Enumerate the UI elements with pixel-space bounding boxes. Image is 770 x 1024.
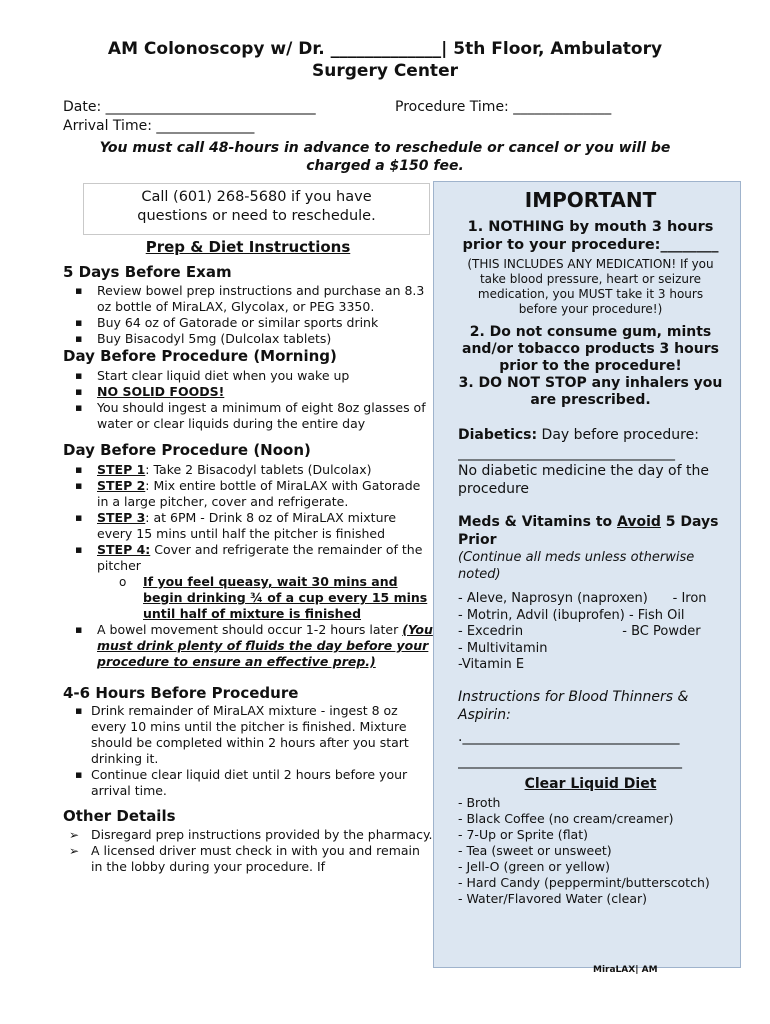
document-title [60, 38, 710, 82]
section-noon-list [63, 462, 433, 670]
diabetics-line [458, 426, 723, 444]
blood-thinners-instructions: Instructions for Blood Thinners & Aspirin: [458, 688, 689, 723]
meds-title-post: 5 Days Prior [458, 514, 719, 548]
list-item: - Hard Candy (peppermint/butterscotch) [458, 874, 710, 890]
other-details-list [63, 827, 433, 875]
list-item: - Aleve, Naprosyn (naproxen) - Iron [458, 591, 707, 606]
procedure-time-field: Procedure Time: ______________ [395, 99, 612, 115]
bowel-text: A bowel movement should occur 1-2 hours later [97, 622, 403, 637]
rule-3: 3. DO NOT STOP any inhalers you are prescribed. [458, 375, 723, 408]
list-subitem-queasy: o If you feel queasy, wait 30 mins and begin drinking ¾ of a cup every 15 mins until half of mixture is finished [63, 574, 433, 622]
list-item: ➢ Disregard prep instructions provided by the pharmacy. [63, 827, 433, 843]
left-column [63, 238, 433, 875]
thinners-blank-1: ._______________________________ [458, 728, 680, 745]
title-line-2: Surgery Center [312, 61, 458, 81]
step-4-label: STEP 4: [97, 542, 151, 557]
list-item: - Water/Flavored Water (clear) [458, 890, 647, 906]
rule-2: 2. Do not consume gum, mints and/or tobacco products 3 hours prior to the procedure! [462, 324, 719, 374]
diabetics-label: Diabetics: [458, 427, 538, 443]
list-item: - 7-Up or Sprite (flat) [458, 826, 588, 842]
diabetics-note: No diabetic medicine the day of the procedure [458, 463, 709, 497]
meds-title [458, 513, 723, 549]
list-item: ▪ Start clear liquid diet when you wake up [63, 368, 433, 384]
step-1-label: STEP 1 [97, 462, 146, 477]
step-4-text: Cover and refrigerate the remainder of the pitcher [97, 542, 423, 573]
list-item: - Tea (sweet or unsweet) [458, 842, 612, 858]
section-day-before-morning: Day Before Procedure (Morning) [63, 347, 337, 365]
section-day-before-noon: Day Before Procedure (Noon) [63, 441, 311, 459]
list-item: - Motrin, Advil (ibuprofen) - Fish Oil [458, 607, 685, 623]
meds-list [458, 591, 723, 674]
section-4-6-hours: 4-6 Hours Before Procedure [63, 684, 299, 702]
section-other-details: Other Details [63, 807, 176, 825]
important-panel [433, 181, 741, 968]
list-item: ➢ A licensed driver must check in with you and remain in the lobby during your procedure. If [63, 843, 433, 875]
list-item: -Vitamin E [458, 657, 525, 672]
list-item: - Black Coffee (no cream/creamer) [458, 810, 674, 826]
list-item-bowel [63, 622, 433, 670]
diabetics-text: Day before procedure: [537, 427, 699, 443]
list-item: ▪ You should ingest a minimum of eight 8oz glasses of water or clear liquids during the entire day [63, 400, 433, 432]
list-item-step-4 [63, 542, 433, 574]
list-item-step-1 [63, 462, 433, 478]
list-item: - Jell-O (green or yellow) [458, 858, 610, 874]
prep-diet-title: Prep & Diet Instructions [145, 238, 351, 256]
step-3-label: STEP 3 [97, 510, 146, 525]
rule-1-note: (THIS INCLUDES ANY MEDICATION! If you take blood pressure, heart or seizure medication, you MUST take it 3 hours before your procedure!) [467, 257, 714, 316]
date-field: Date: ______________________________ [63, 99, 316, 115]
list-item: ▪ Drink remainder of MiraLAX mixture - ingest 8 oz every 10 mins until the pitcher is finished. Mixture should be completed within 2 hours after you start drinking it. [63, 703, 433, 767]
footer-label: MiraLAX| AM [593, 965, 658, 975]
section-5-days-list [63, 283, 433, 347]
cancellation-warning [60, 139, 710, 175]
list-item: - Multivitamin [458, 640, 548, 656]
warning-line-1: You must call 48-hours in advance to reschedule or cancel or you will be [99, 140, 671, 156]
call-box [83, 183, 430, 235]
meds-note: (Continue all meds unless otherwise noted) [458, 550, 695, 582]
call-line-2: questions or need to reschedule. [137, 208, 376, 224]
diabetics-blank: _______________________________ [458, 445, 675, 461]
list-item-step-2 [63, 478, 433, 510]
step-2-text: : Mix entire bottle of MiraLAX with Gatorade in a large pitcher, cover and refrigerate. [97, 478, 421, 509]
rule-1: 1. NOTHING by mouth 3 hours prior to your procedure:________ [462, 219, 719, 253]
step-2-label: STEP 2 [97, 478, 146, 493]
step-3-text: : at 6PM - Drink 8 oz of MiraLAX mixture every 15 mins until half the pitcher is finished [97, 510, 397, 541]
arrival-time-field: Arrival Time: ______________ [63, 118, 255, 134]
call-line-1: Call (601) 268-5680 if you have [141, 189, 372, 205]
list-item: - Broth [458, 794, 501, 810]
list-item-step-3 [63, 510, 433, 542]
list-item: ▪ Review bowel prep instructions and purchase an 8.3 oz bottle of MiraLAX, Glycolax, or PEG 3350. [63, 283, 433, 315]
important-heading: IMPORTANT [524, 188, 657, 212]
list-item: ▪ Continue clear liquid diet until 2 hours before your arrival time. [63, 767, 433, 799]
title-line-1: AM Colonoscopy w/ Dr. _____________| 5th Floor, Ambulatory [107, 39, 663, 59]
meds-title-pre: Meds & Vitamins to [458, 514, 618, 530]
warning-line-2: charged a $150 fee. [306, 158, 464, 174]
list-item: - Excedrin - BC Powder [458, 624, 701, 639]
thinners-blank-2: ________________________________ [458, 752, 682, 769]
section-morning-list [63, 368, 433, 432]
step-1-text: : Take 2 Bisacodyl tablets (Dulcolax) [145, 462, 372, 477]
section-4-6-list [63, 703, 433, 799]
clear-liquid-list [458, 795, 723, 907]
clear-liquid-title: Clear Liquid Diet [524, 775, 657, 792]
section-5-days: 5 Days Before Exam [63, 263, 232, 281]
list-item: ▪ Buy Bisacodyl 5mg (Dulcolax tablets) [63, 331, 433, 347]
bowel-emphasis: (You must drink plenty of fluids the day before your procedure to ensure an effective prep.) [97, 622, 433, 669]
meds-title-avoid: Avoid [617, 514, 661, 530]
list-item: ▪ Buy 64 oz of Gatorade or similar sports drink [63, 315, 433, 331]
list-item: ▪ NO SOLID FOODS! [63, 384, 433, 400]
